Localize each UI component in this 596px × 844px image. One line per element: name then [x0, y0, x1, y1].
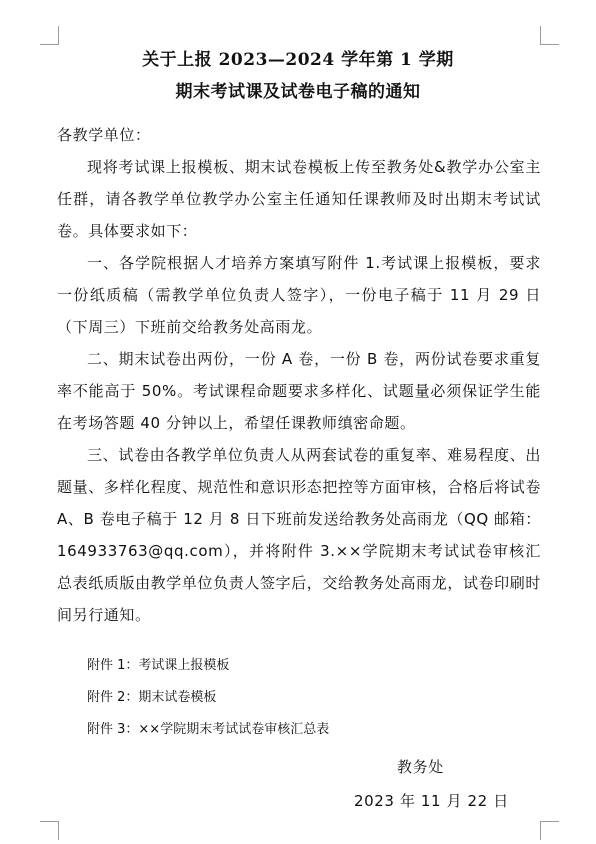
attachment-2: 附件 2：期末试卷模板	[87, 690, 217, 705]
paragraph-requirement-2: 二、期末试卷出两份，一份 A 卷，一份 B 卷，两份试卷要求重复率不能高于 50%。考试课程命题要求多样化、试题量必须保证学生能在考场答题 40 分钟以上，希望任课教师缜密命题。	[57, 350, 541, 432]
page-corner-mark-top-right	[540, 26, 559, 45]
salutation: 各教学单位：	[57, 126, 151, 144]
paragraph-requirement-1: 一、各学院根据人才培养方案填写附件 1.考试课上报模板，要求一份纸质稿（需教学单位负责人签字），一份电子稿于 11 月 29 日（下周三）下班前交给教务处高雨龙。	[57, 254, 541, 336]
document-title-line-1: 关于上报 2023—2024 学年第 1 学期	[142, 50, 454, 70]
page-corner-mark-bottom-left	[40, 821, 59, 840]
signature-office: 教务处	[397, 758, 444, 776]
paragraph-requirement-3: 三、试卷由各教学单位负责人从两套试卷的重复率、难易程度、出题量、多样化程度、规范性和意识形态把控等方面审核，合格后将试卷 A、B 卷电子稿于 12 月 8 日下班前发送给教务处高雨龙（QQ 邮箱：164933763@qq.com），并将附件 3.××学院期末考试试卷审核汇总表纸质版由教学单位负责人签字后，交给教务处高雨龙，试卷印刷时间另行通知。	[57, 446, 541, 624]
attachment-3: 附件 3：××学院期末考试试卷审核汇总表	[87, 722, 330, 737]
signature-date: 2023 年 11 月 22 日	[354, 792, 509, 810]
page-corner-mark-top-left	[40, 26, 59, 45]
attachment-1: 附件 1：考试课上报模板	[87, 658, 230, 673]
page-corner-mark-bottom-right	[540, 821, 559, 840]
document-title-line-2: 期末考试课及试卷电子稿的通知	[175, 82, 421, 102]
paragraph-intro: 现将考试课上报模板、期末试卷模板上传至教务处&教学办公室主任群，请各教学单位教学办公室主任通知任课教师及时出期末考试试卷。具体要求如下：	[57, 158, 541, 240]
